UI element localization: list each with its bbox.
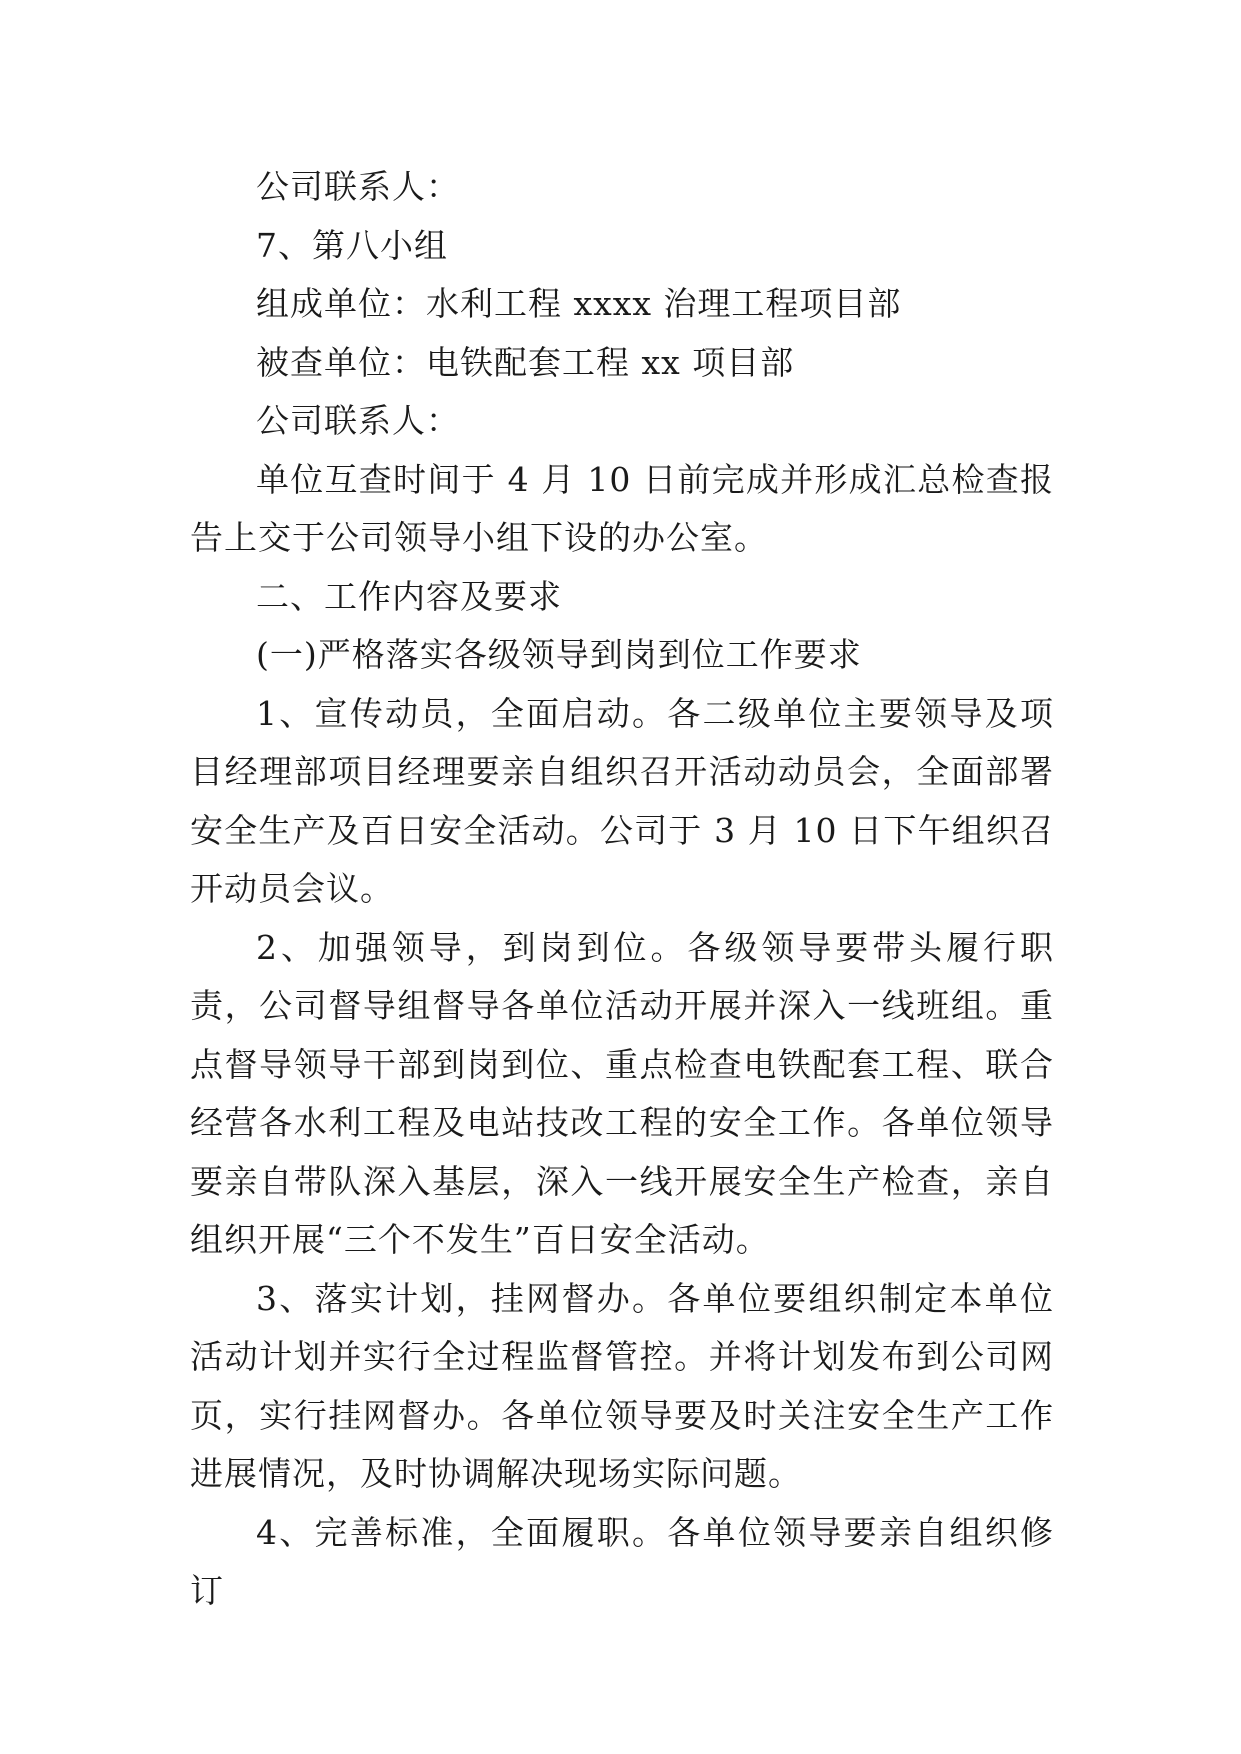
paragraph-item-3-planning: 3、落实计划，挂网督办。各单位要组织制定本单位活动计划并实行全过程监督管控。并将计划发布到公司网页，实行挂网督办。各单位领导要及时关注安全生产工作进展情况，及时协调解决现场实际问题。 bbox=[190, 1278, 1054, 1493]
document-body bbox=[190, 158, 1054, 1621]
paragraph-group-eight-heading: 7、第八小组 bbox=[256, 225, 448, 265]
paragraph-inspected-unit: 被查单位：电铁配套工程 xx 项目部 bbox=[256, 342, 795, 382]
paragraph-item-2-leadership: 2、加强领导，到岗到位。各级领导要带头履行职责，公司督导组督导各单位活动开展并深入一线班组。重点督导领导干部到岗到位、重点检查电铁配套工程、联合经营各水利工程及电站技改工程的安全工作。各单位领导要亲自带队深入基层，深入一线开展安全生产检查，亲自组织开展“三个不发生”百日安全活动。 bbox=[190, 927, 1054, 1259]
section-heading-work-content: 二、工作内容及要求 bbox=[256, 576, 562, 616]
paragraph-company-contact-2: 公司联系人： bbox=[256, 401, 460, 440]
paragraph-item-4-standards: 4、完善标准，全面履职。各单位领导要亲自组织修订 bbox=[190, 1512, 1054, 1610]
paragraph-company-contact-1: 公司联系人： bbox=[256, 167, 460, 206]
paragraph-item-1-mobilization: 1、宣传动员，全面启动。各二级单位主要领导及项目经理部项目经理要亲自组织召开活动动员会，全面部署安全生产及百日安全活动。公司于 3 月 10 日下午组织召开动员会议。 bbox=[190, 693, 1054, 908]
paragraph-member-unit: 组成单位：水利工程 xxxx 治理工程项目部 bbox=[256, 284, 902, 323]
subsection-heading-leadership: (一)严格落实各级领导到岗到位工作要求 bbox=[256, 635, 862, 674]
paragraph-inspection-deadline: 单位互查时间于 4 月 10 日前完成并形成汇总检查报告上交于公司领导小组下设的办公室。 bbox=[190, 459, 1054, 557]
